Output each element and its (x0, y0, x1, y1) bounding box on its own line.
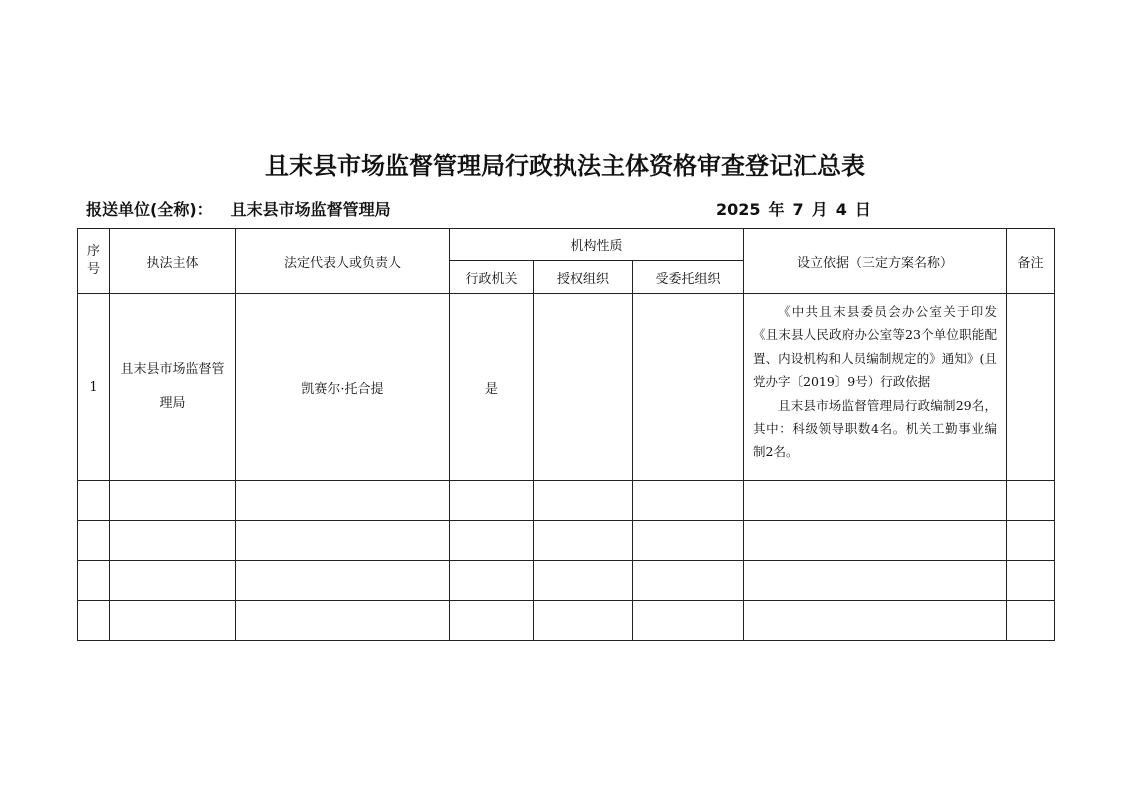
header-representative: 法定代表人或负责人 (236, 229, 450, 294)
header-row-1 (78, 229, 1055, 261)
header-basis: 设立依据（三定方案名称） (744, 229, 1007, 294)
empty-cell (450, 481, 534, 521)
empty-cell (110, 521, 236, 561)
empty-cell (534, 481, 633, 521)
empty-cell (633, 481, 744, 521)
empty-cell (633, 521, 744, 561)
empty-cell (534, 601, 633, 641)
empty-cell (450, 601, 534, 641)
empty-cell (110, 601, 236, 641)
empty-cell (78, 601, 110, 641)
header-authorized-org: 授权组织 (534, 261, 633, 294)
report-unit-value: 且末县市场监督管理局 (230, 200, 391, 219)
empty-cell (450, 521, 534, 561)
empty-cell (78, 521, 110, 561)
header-seq (78, 229, 110, 294)
header-nature: 机构性质 (450, 229, 744, 261)
empty-row (78, 561, 1055, 601)
date-month-unit: 月 (811, 200, 828, 219)
header-seq-label: 序号 (86, 244, 100, 277)
date-year: 2025 (716, 200, 761, 219)
empty-row (78, 601, 1055, 641)
registration-table (77, 228, 1055, 641)
cell-authorized-org (534, 294, 633, 481)
date-day: 4 (835, 200, 847, 219)
empty-cell (744, 561, 1007, 601)
empty-cell (78, 561, 110, 601)
empty-cell (1007, 521, 1055, 561)
date-day-unit: 日 (854, 200, 871, 219)
empty-cell (450, 561, 534, 601)
table-row (78, 294, 1055, 481)
empty-cell (1007, 481, 1055, 521)
cell-admin-org: 是 (450, 294, 534, 481)
header-remarks: 备注 (1007, 229, 1055, 294)
cell-remarks (1007, 294, 1055, 481)
empty-cell (744, 521, 1007, 561)
empty-row (78, 521, 1055, 561)
report-date (716, 197, 879, 220)
basis-paragraph-1: 《中共且末县委员会办公室关于印发《且末县人民政府办公室等23个单位职能配置、内设机构和人员编制规定的》通知》(且党办字〔2019〕9号）行政依据 (753, 304, 997, 390)
cell-representative: 凯赛尔·托合提 (236, 294, 450, 481)
basis-paragraph-2: 且末县市场监督管理局行政编制29名，其中：科级领导职数4名。机关工勤事业编制2名。 (753, 397, 997, 460)
report-unit-label: 报送单位(全称)： (86, 200, 213, 219)
document-title: 且末县市场监督管理局行政执法主体资格审查登记汇总表 (265, 152, 865, 180)
empty-cell (633, 601, 744, 641)
empty-cell (534, 561, 633, 601)
date-year-unit: 年 (768, 200, 785, 219)
cell-entity-text: 且末县市场监督管理局 (120, 362, 225, 411)
empty-cell (236, 521, 450, 561)
cell-basis (744, 294, 1007, 481)
empty-row (78, 481, 1055, 521)
empty-cell (534, 521, 633, 561)
empty-cell (744, 481, 1007, 521)
empty-cell (1007, 561, 1055, 601)
cell-entrusted-org (633, 294, 744, 481)
header-admin-org: 行政机关 (450, 261, 534, 294)
empty-cell (110, 561, 236, 601)
cell-entity (110, 294, 236, 481)
header-entity: 执法主体 (110, 229, 236, 294)
empty-cell (236, 481, 450, 521)
report-unit (86, 197, 391, 220)
empty-cell (110, 481, 236, 521)
date-month: 7 (792, 200, 804, 219)
header-entrusted-org: 受委托组织 (633, 261, 744, 294)
empty-cell (744, 601, 1007, 641)
empty-cell (78, 481, 110, 521)
empty-cell (633, 561, 744, 601)
empty-cell (236, 601, 450, 641)
empty-cell (1007, 601, 1055, 641)
empty-cell (236, 561, 450, 601)
cell-seq: 1 (78, 294, 110, 481)
